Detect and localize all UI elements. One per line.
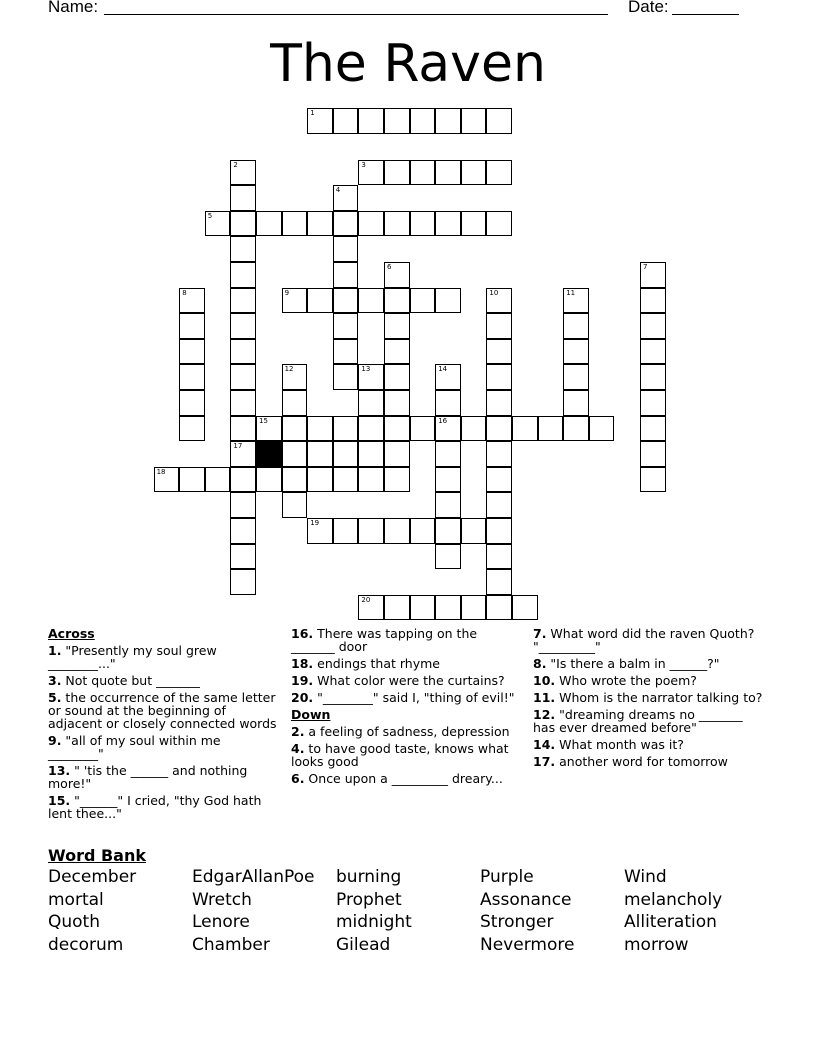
- crossword-cell[interactable]: [461, 595, 487, 621]
- clue-number-label: 15.: [48, 793, 71, 808]
- crossword-cell[interactable]: [384, 364, 410, 390]
- crossword-cell[interactable]: [384, 467, 410, 493]
- crossword-cell[interactable]: [512, 595, 538, 621]
- crossword-cell[interactable]: [358, 288, 384, 314]
- crossword-cell[interactable]: [435, 595, 461, 621]
- crossword-cell[interactable]: [307, 288, 333, 314]
- clue-text: What month was it?: [555, 737, 684, 752]
- clue-item: [291, 657, 521, 670]
- clue-number-label: 11.: [533, 690, 556, 705]
- crossword-cell[interactable]: [486, 544, 512, 570]
- crossword-cell[interactable]: [282, 441, 308, 467]
- clue-number: 16: [438, 416, 448, 425]
- crossword-cell[interactable]: [435, 544, 461, 570]
- crossword-cell[interactable]: [486, 288, 512, 314]
- word-bank-word: Purple: [480, 867, 534, 887]
- crossword-cell[interactable]: [205, 211, 231, 237]
- crossword-cell[interactable]: [154, 467, 180, 493]
- clue-text: " 'tis the ______ and nothing more!": [48, 763, 248, 791]
- clue-number-label: 16.: [291, 626, 314, 641]
- crossword-cell[interactable]: [230, 339, 256, 365]
- crossword-cell[interactable]: [486, 364, 512, 390]
- word-bank-title: Word Bank: [48, 846, 147, 865]
- crossword-cell[interactable]: [435, 288, 461, 314]
- crossword-cell[interactable]: [486, 313, 512, 339]
- clues-column-3: [533, 627, 763, 772]
- crossword-cell[interactable]: [512, 416, 538, 442]
- crossword-cell[interactable]: [256, 211, 282, 237]
- crossword-cell[interactable]: [179, 339, 205, 365]
- clue-number-label: 10.: [533, 673, 556, 688]
- clue-item: [533, 627, 763, 653]
- crossword-cell[interactable]: [333, 416, 359, 442]
- clue-number-label: 5.: [48, 690, 62, 705]
- word-bank-word: midnight: [336, 912, 412, 933]
- crossword-cell[interactable]: [461, 108, 487, 134]
- crossword-cell[interactable]: [410, 595, 436, 621]
- clues-column-1: [48, 627, 278, 824]
- crossword-cell[interactable]: [230, 160, 256, 186]
- word-bank-word: morrow: [624, 934, 689, 955]
- clue-text: "________" said I, "thing of evil!": [313, 690, 515, 705]
- clue-item: [48, 674, 278, 687]
- word-bank-row: [48, 911, 788, 934]
- crossword-cell[interactable]: [230, 492, 256, 518]
- crossword-cell[interactable]: [358, 160, 384, 186]
- crossword-cell[interactable]: [435, 416, 461, 442]
- crossword-cell[interactable]: [640, 467, 666, 493]
- clue-item: [291, 742, 521, 768]
- crossword-cell[interactable]: [179, 313, 205, 339]
- crossword-cell[interactable]: [282, 390, 308, 416]
- clue-item: [533, 708, 763, 734]
- crossword-cell[interactable]: [333, 364, 359, 390]
- crossword-cell[interactable]: [384, 211, 410, 237]
- word-bank-row: [48, 866, 788, 889]
- crossword-cell[interactable]: [640, 441, 666, 467]
- clue-number-label: 14.: [533, 737, 556, 752]
- word-bank-word: mortal: [48, 889, 104, 910]
- crossword-cell[interactable]: [410, 160, 436, 186]
- crossword-cell[interactable]: [358, 467, 384, 493]
- crossword-cell[interactable]: [307, 416, 333, 442]
- crossword-cell[interactable]: [333, 108, 359, 134]
- crossword-cell[interactable]: [358, 364, 384, 390]
- crossword-cell[interactable]: [410, 211, 436, 237]
- name-label: Name:: [48, 0, 99, 16]
- crossword-cell[interactable]: [486, 390, 512, 416]
- crossword-cell[interactable]: [333, 262, 359, 288]
- clue-text: What color were the curtains?: [313, 673, 505, 688]
- crossword-cell[interactable]: [435, 492, 461, 518]
- crossword-cell[interactable]: [640, 416, 666, 442]
- across-clues-list: [48, 644, 278, 820]
- crossword-cell[interactable]: [435, 390, 461, 416]
- clue-number: 14: [438, 365, 448, 374]
- clue-number-label: 20.: [291, 690, 314, 705]
- crossword-cell[interactable]: [563, 313, 589, 339]
- word-bank-word: decorum: [48, 934, 124, 955]
- crossword-cell[interactable]: [256, 467, 282, 493]
- crossword-cell[interactable]: [230, 518, 256, 544]
- crossword-cell[interactable]: [333, 236, 359, 262]
- clue-text: a feeling of sadness, depression: [304, 724, 510, 739]
- clue-number-label: 6.: [291, 771, 305, 786]
- word-bank-word: Chamber: [192, 934, 270, 955]
- crossword-cell[interactable]: [486, 160, 512, 186]
- crossword-cell[interactable]: [640, 262, 666, 288]
- clue-number: 15: [259, 416, 268, 425]
- word-bank-word: melancholy: [624, 889, 723, 910]
- word-bank-word: December: [48, 867, 137, 887]
- word-bank-word: Quoth: [48, 912, 100, 933]
- crossword-cell[interactable]: [179, 364, 205, 390]
- clue-item: [291, 627, 521, 653]
- crossword-cell[interactable]: [205, 467, 231, 493]
- crossword-cell[interactable]: [333, 288, 359, 314]
- crossword-cell[interactable]: [230, 313, 256, 339]
- crossword-cell[interactable]: [358, 595, 384, 621]
- crossword-cell[interactable]: [486, 518, 512, 544]
- clue-text: Who wrote the poem?: [555, 673, 697, 688]
- word-bank-word: Assonance: [480, 889, 572, 910]
- crossword-cell[interactable]: [435, 518, 461, 544]
- clue-text: "dreaming dreams no _______ has ever dreamed before": [533, 707, 743, 735]
- crossword-cell[interactable]: [410, 518, 436, 544]
- clue-item: [48, 644, 278, 670]
- crossword-cell[interactable]: [230, 236, 256, 262]
- crossword-cell[interactable]: [307, 108, 333, 134]
- crossword-cell[interactable]: [435, 108, 461, 134]
- word-bank-word: EdgarAllanPoe: [192, 867, 315, 887]
- clue-number-label: 8.: [533, 656, 547, 671]
- crossword-cell[interactable]: [486, 441, 512, 467]
- clue-number-label: 19.: [291, 673, 314, 688]
- clue-text: Once upon a _________ dreary...: [304, 771, 503, 786]
- crossword-cell[interactable]: [640, 288, 666, 314]
- crossword-cell[interactable]: [640, 390, 666, 416]
- crossword-cell[interactable]: [486, 339, 512, 365]
- clue-number-label: 18.: [291, 656, 314, 671]
- crossword-cell[interactable]: [384, 262, 410, 288]
- word-bank-row: [48, 889, 788, 912]
- crossword-cell[interactable]: [384, 390, 410, 416]
- clue-item: [533, 674, 763, 687]
- clue-number: 20: [361, 595, 371, 604]
- crossword-cell[interactable]: [333, 185, 359, 211]
- clue-item: [533, 691, 763, 704]
- word-bank: [48, 866, 788, 956]
- clue-item: [533, 738, 763, 751]
- crossword-cell[interactable]: [333, 518, 359, 544]
- crossword-cell[interactable]: [307, 211, 333, 237]
- clue-number: 7: [643, 263, 648, 271]
- clue-text: "Presently my soul grew ________...": [48, 643, 217, 671]
- crossword-cell[interactable]: [282, 492, 308, 518]
- page-title: The Raven: [270, 34, 546, 94]
- word-bank-word: Nevermore: [480, 934, 575, 955]
- crossword-cell[interactable]: [333, 211, 359, 237]
- crossword-cell[interactable]: [486, 108, 512, 134]
- clue-text: "______" I cried, "thy God hath lent thee...": [48, 793, 262, 821]
- crossword-cell[interactable]: [384, 313, 410, 339]
- crossword-cell[interactable]: [230, 390, 256, 416]
- down-clues-list-continued: [533, 627, 763, 768]
- clues-column-2: [291, 627, 521, 789]
- clue-number: 1: [310, 109, 315, 118]
- crossword-cell[interactable]: [563, 288, 589, 314]
- clue-item: [533, 657, 763, 670]
- crossword-cell[interactable]: [563, 416, 589, 442]
- crossword-cell[interactable]: [384, 108, 410, 134]
- crossword-cell[interactable]: [384, 595, 410, 621]
- crossword-cell[interactable]: [230, 569, 256, 595]
- crossword-cell[interactable]: [435, 211, 461, 237]
- crossword-cell[interactable]: [282, 211, 308, 237]
- crossword-cell[interactable]: [333, 467, 359, 493]
- clue-number: 5: [207, 211, 213, 220]
- crossword-cell[interactable]: [410, 108, 436, 134]
- crossword-cell[interactable]: [230, 211, 256, 237]
- clue-number: 12: [284, 365, 294, 374]
- crossword-cell[interactable]: [230, 185, 256, 211]
- crossword-cell[interactable]: [486, 492, 512, 518]
- clue-item: [48, 691, 278, 730]
- word-bank-word: Prophet: [336, 889, 402, 910]
- clue-number: 9: [284, 288, 290, 297]
- date-label: Date:: [628, 0, 669, 16]
- crossword-cell[interactable]: [563, 339, 589, 365]
- crossword-cell[interactable]: [461, 160, 487, 186]
- word-bank-word: Wind: [624, 867, 667, 887]
- clue-item: [533, 755, 763, 768]
- crossword-cell[interactable]: [486, 595, 512, 621]
- clue-number: 3: [361, 160, 366, 169]
- crossword-cell[interactable]: [256, 416, 282, 442]
- clue-number-label: 3.: [48, 673, 62, 688]
- crossword-cell[interactable]: [486, 416, 512, 442]
- clue-text: Whom is the narrator talking to?: [555, 690, 763, 705]
- crossword-cell[interactable]: [179, 288, 205, 314]
- word-bank-word: Alliteration: [624, 912, 717, 933]
- crossword-cell[interactable]: [179, 416, 205, 442]
- crossword-cell[interactable]: [486, 569, 512, 595]
- crossword-cell[interactable]: [461, 518, 487, 544]
- crossword-cell[interactable]: [486, 467, 512, 493]
- crossword-cell[interactable]: [384, 416, 410, 442]
- crossword-cell[interactable]: [640, 339, 666, 365]
- crossword-cell[interactable]: [282, 467, 308, 493]
- clue-number-label: 1.: [48, 643, 62, 658]
- crossword-cell[interactable]: [230, 467, 256, 493]
- clue-number: 13: [361, 365, 371, 374]
- clue-number-label: 9.: [48, 733, 62, 748]
- crossword-cell[interactable]: [384, 339, 410, 365]
- crossword-cell[interactable]: [435, 364, 461, 390]
- crossword-cell[interactable]: [230, 416, 256, 442]
- clue-text: "Is there a balm in ______?": [546, 656, 720, 671]
- down-heading: Down: [291, 707, 331, 722]
- across-clues-list-continued: [291, 627, 521, 704]
- clue-text: What word did the raven Quoth? "_________": [533, 626, 755, 654]
- crossword-cell[interactable]: [384, 160, 410, 186]
- crossword-cell[interactable]: [179, 390, 205, 416]
- crossword-cell[interactable]: [230, 364, 256, 390]
- clue-number: 10: [489, 288, 499, 297]
- clue-text: to have good taste, knows what looks good: [291, 741, 509, 769]
- clue-item: [291, 772, 521, 785]
- crossword-cell[interactable]: [384, 288, 410, 314]
- crossword-cell[interactable]: [410, 288, 436, 314]
- crossword-cell[interactable]: [384, 518, 410, 544]
- clue-number-label: 7.: [533, 626, 547, 641]
- crossword-cell[interactable]: [486, 211, 512, 237]
- clue-number: 6: [387, 263, 392, 271]
- clue-item: [48, 794, 278, 820]
- clue-number-label: 17.: [533, 754, 556, 769]
- crossword-cell[interactable]: [230, 544, 256, 570]
- clue-text: the occurrence of the same letter or sound at the beginning of adjacent or closely connected words: [48, 690, 277, 731]
- clue-text: Not quote but _______: [61, 673, 200, 688]
- crossword-cell[interactable]: [333, 313, 359, 339]
- crossword-cell[interactable]: [307, 467, 333, 493]
- crossword-cell[interactable]: [282, 364, 308, 390]
- clue-text: another word for tomorrow: [555, 754, 728, 769]
- clue-item: [291, 725, 521, 738]
- crossword-cell[interactable]: [538, 416, 564, 442]
- crossword-cell[interactable]: [333, 441, 359, 467]
- clue-item: [48, 764, 278, 790]
- crossword-cell[interactable]: [282, 416, 308, 442]
- clue-item: [291, 674, 521, 687]
- crossword-cell[interactable]: [230, 262, 256, 288]
- crossword-cell[interactable]: [230, 288, 256, 314]
- crossword-cell[interactable]: [358, 108, 384, 134]
- crossword-cell[interactable]: [435, 441, 461, 467]
- crossword-cell[interactable]: [435, 467, 461, 493]
- crossword-cell[interactable]: [640, 364, 666, 390]
- clue-number: 8: [182, 288, 187, 297]
- clue-number: 2: [233, 160, 238, 169]
- word-bank-row: [48, 934, 788, 957]
- crossword-cell[interactable]: [358, 416, 384, 442]
- word-bank-word: Gilead: [336, 934, 391, 955]
- clue-number-label: 13.: [48, 763, 71, 778]
- crossword-cell[interactable]: [358, 390, 384, 416]
- clue-number-label: 4.: [291, 741, 305, 756]
- crossword-cell[interactable]: [230, 441, 256, 467]
- clue-item: [291, 691, 521, 704]
- crossword-cell[interactable]: [358, 441, 384, 467]
- crossword-cell[interactable]: [358, 211, 384, 237]
- crossword-cell[interactable]: [461, 211, 487, 237]
- crossword-cell[interactable]: [358, 518, 384, 544]
- crossword-cell[interactable]: [563, 390, 589, 416]
- crossword-cell[interactable]: [461, 416, 487, 442]
- crossword-cell[interactable]: [410, 416, 436, 442]
- down-clues-list: [291, 725, 521, 785]
- crossword-cell[interactable]: [640, 313, 666, 339]
- word-bank-word: Stronger: [480, 912, 554, 933]
- clue-text: endings that rhyme: [313, 656, 440, 671]
- crossword-cell[interactable]: [307, 518, 333, 544]
- clue-text: "all of my soul within me ________": [48, 733, 221, 761]
- black-cell: [256, 441, 282, 467]
- clue-number: 11: [566, 288, 576, 297]
- clue-number-label: 12.: [533, 707, 556, 722]
- clue-number-label: 2.: [291, 724, 305, 739]
- crossword-cell[interactable]: [179, 467, 205, 493]
- across-heading: Across: [48, 626, 95, 641]
- crossword-cell[interactable]: [307, 441, 333, 467]
- crossword-cell[interactable]: [384, 441, 410, 467]
- crossword-cell[interactable]: [282, 288, 308, 314]
- crossword-cell[interactable]: [435, 160, 461, 186]
- crossword-cell[interactable]: [563, 364, 589, 390]
- word-bank-word: Wretch: [192, 889, 252, 910]
- clue-number: 18: [156, 467, 166, 476]
- clue-number: 4: [335, 186, 341, 195]
- crossword-cell[interactable]: [333, 339, 359, 365]
- word-bank-word: Lenore: [192, 912, 250, 933]
- word-bank-word: burning: [336, 867, 402, 887]
- crossword-cell[interactable]: [589, 416, 615, 442]
- clue-number: 19: [310, 519, 320, 527]
- clue-item: [48, 734, 278, 760]
- clue-number: 17: [233, 442, 243, 451]
- clue-text: There was tapping on the _______ door: [291, 626, 478, 654]
